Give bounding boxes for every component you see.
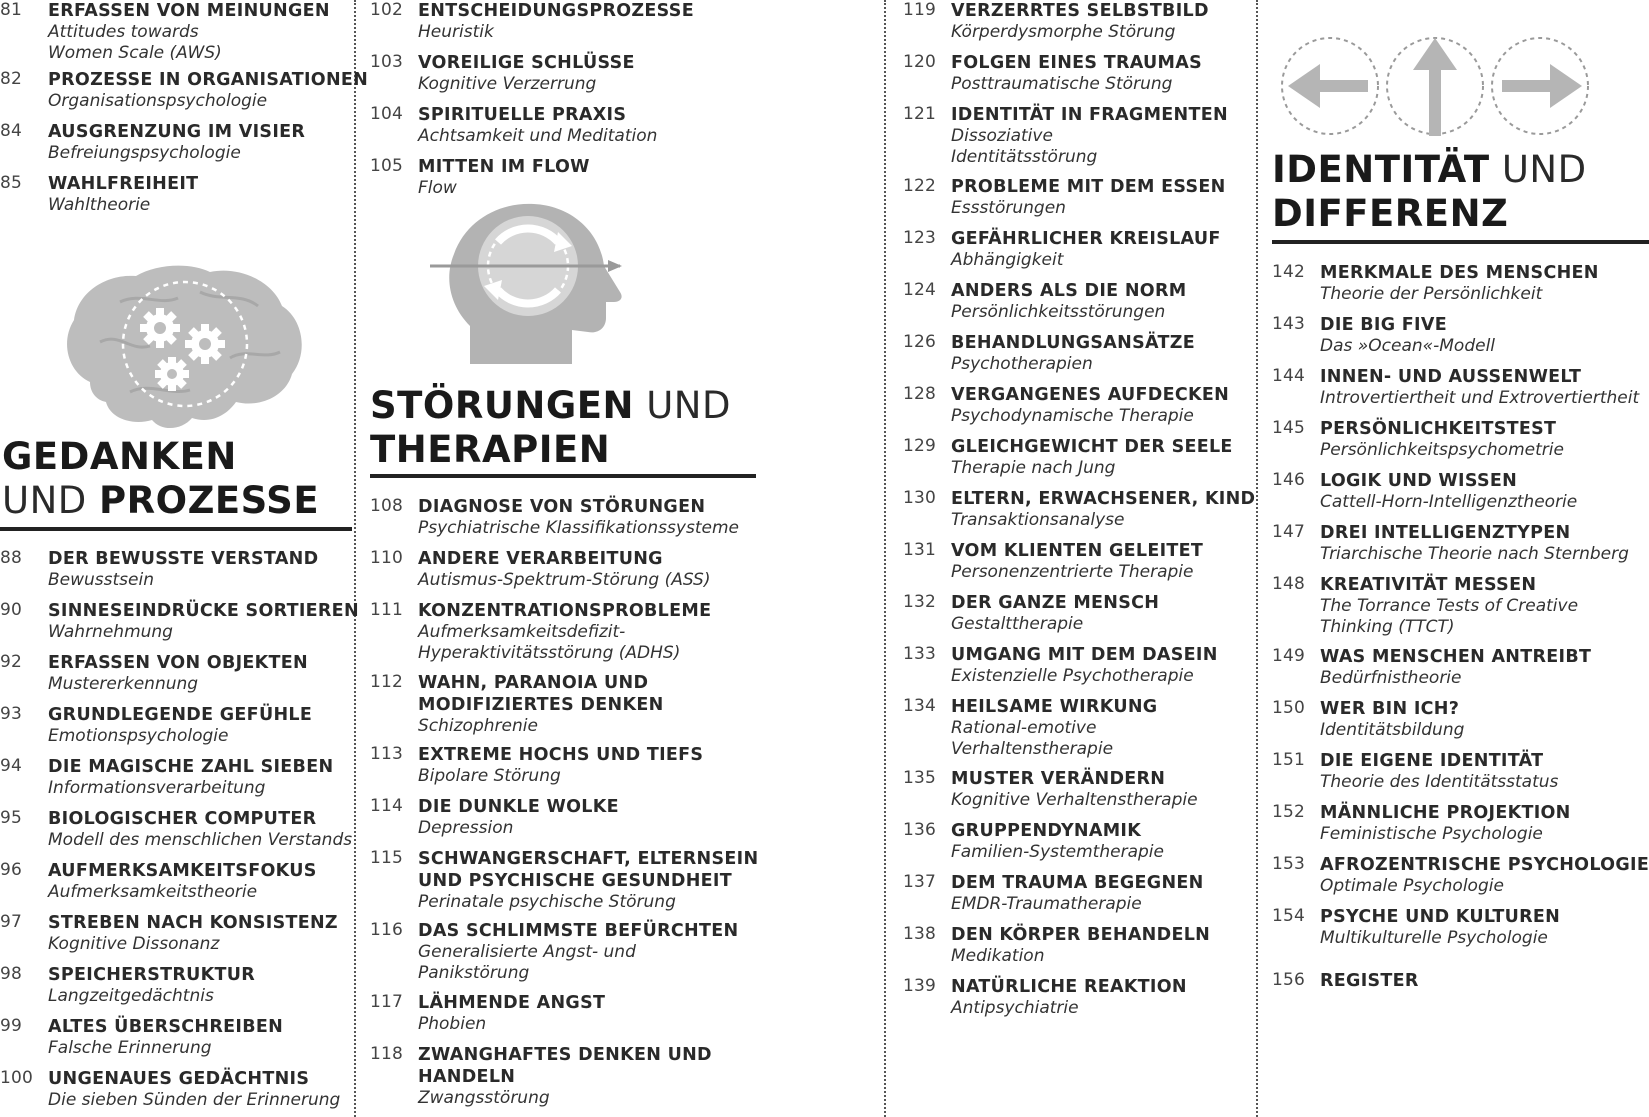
entry-title: DREI INTELLIGENZTYPEN: [1320, 523, 1571, 543]
page-number: 112: [370, 672, 404, 692]
page-number: 137: [903, 872, 937, 892]
entry-subtitle: Identitätsstörung: [951, 147, 1098, 167]
entry-subtitle: Aufmerksamkeitstheorie: [48, 882, 258, 902]
entry-subtitle: Langzeitgedächtnis: [48, 986, 214, 1006]
entry-title: AUSGRENZUNG IM VISIER: [48, 122, 306, 142]
entry-title: WAHN, PARANOIA UND: [418, 673, 649, 693]
entry-subtitle: Women Scale (AWS): [48, 43, 222, 63]
entry-subtitle: Attitudes towards: [48, 22, 199, 42]
entry-title: ERFASSEN VON MEINUNGEN: [48, 1, 330, 21]
entry-title: IDENTITÄT IN FRAGMENTEN: [951, 105, 1228, 125]
entry-subtitle: Optimale Psychologie: [1320, 876, 1504, 896]
entry-title: VERGANGENES AUFDECKEN: [951, 385, 1230, 405]
entry-title: GRUPPENDYNAMIK: [951, 821, 1142, 841]
page-number: 123: [903, 228, 937, 248]
entry-subtitle: Aufmerksamkeitsdefizit-: [418, 622, 626, 642]
page-number: 147: [1272, 522, 1306, 542]
entry-title: DIE DUNKLE WOLKE: [418, 797, 619, 817]
entry-subtitle: Wahltheorie: [48, 195, 151, 215]
entry-subtitle: Flow: [418, 178, 457, 198]
page-number: 108: [370, 496, 404, 516]
page-number: 145: [1272, 418, 1306, 438]
entry-subtitle: Psychodynamische Therapie: [951, 406, 1194, 426]
entry-title: PSYCHE UND KULTUREN: [1320, 907, 1561, 927]
entry-title: ELTERN, ERWACHSENER, KIND: [951, 489, 1256, 509]
section-heading-stoerungen: STÖRUNGEN UND THERAPIEN: [370, 384, 731, 471]
entry-title: ANDERE VERARBEITUNG: [418, 549, 663, 569]
entry-title: PERSÖNLICHKEITSTEST: [1320, 419, 1557, 439]
page-number: 129: [903, 436, 937, 456]
entry-title: ANDERS ALS DIE NORM: [951, 281, 1187, 301]
entry-title: ALTES ÜBERSCHREIBEN: [48, 1017, 284, 1037]
entry-subtitle: Mustererkennung: [48, 674, 199, 694]
entry-title: WER BIN ICH?: [1320, 699, 1460, 719]
entry-subtitle: EMDR-Traumatherapie: [951, 894, 1142, 914]
entry-subtitle: Psychiatrische Klassifikationssysteme: [418, 518, 739, 538]
entry-subtitle: Modell des menschlichen Verstands: [48, 830, 353, 850]
entry-title: REGISTER: [1320, 971, 1419, 991]
entry-title: UNGENAUES GEDÄCHTNIS: [48, 1069, 310, 1089]
entry-title: EXTREME HOCHS UND TIEFS: [418, 745, 704, 765]
page-number: 122: [903, 176, 937, 196]
entry-title: DER GANZE MENSCH: [951, 593, 1160, 613]
entry-subtitle: Autismus-Spektrum-Störung (ASS): [418, 570, 711, 590]
page-number: 149: [1272, 646, 1306, 666]
entry-subtitle: Rational-emotive: [951, 718, 1097, 738]
brain-gears-icon: [60, 262, 310, 434]
entry-subtitle: Achtsamkeit und Meditation: [418, 126, 658, 146]
entry-title: AFROZENTRISCHE PSYCHOLOGIE: [1320, 855, 1649, 875]
page-number: 111: [370, 600, 404, 620]
entry-title: DIE EIGENE IDENTITÄT: [1320, 751, 1544, 771]
page-number: 138: [903, 924, 937, 944]
entry-subtitle: Dissoziative: [951, 126, 1053, 146]
page-number: 148: [1272, 574, 1306, 594]
entry-title: WAHLFREIHEIT: [48, 174, 199, 194]
page-number: 131: [903, 540, 937, 560]
entry-subtitle: Persönlichkeitspsychometrie: [1320, 440, 1564, 460]
entry-subtitle: Informationsverarbeitung: [48, 778, 266, 798]
entry-title: DIAGNOSE VON STÖRUNGEN: [418, 497, 706, 517]
entry-title: DEM TRAUMA BEGEGNEN: [951, 873, 1204, 893]
entry-title: MUSTER VERÄNDERN: [951, 769, 1166, 789]
section-rule: [0, 527, 352, 531]
section-rule: [370, 474, 756, 478]
entry-subtitle: Die sieben Sünden der Erinnerung: [48, 1090, 341, 1110]
entry-subtitle: Familien-Systemtherapie: [951, 842, 1164, 862]
section-heading-gedanken: GEDANKEN UND PROZESSE: [2, 435, 320, 522]
page-number: 95: [0, 808, 23, 828]
page-number: 84: [0, 121, 23, 141]
entry-subtitle: Hyperaktivitätsstörung (ADHS): [418, 643, 681, 663]
entry-title-line2: MODIFIZIERTES DENKEN: [418, 695, 664, 715]
page-number: 134: [903, 696, 937, 716]
page-number: 133: [903, 644, 937, 664]
entry-subtitle: Essstörungen: [951, 198, 1066, 218]
entry-title: VOREILIGE SCHLÜSSE: [418, 53, 635, 73]
entry-subtitle: Antipsychiatrie: [951, 998, 1079, 1018]
entry-subtitle: Therapie nach Jung: [951, 458, 1116, 478]
entry-title: WAS MENSCHEN ANTREIBT: [1320, 647, 1592, 667]
page-number: 105: [370, 156, 404, 176]
entry-subtitle: Schizophrenie: [418, 716, 538, 736]
entry-title: UMGANG MIT DEM DASEIN: [951, 645, 1218, 665]
page-number: 114: [370, 796, 404, 816]
entry-subtitle: The Torrance Tests of Creative: [1320, 596, 1579, 616]
entry-title: GEFÄHRLICHER KREISLAUF: [951, 229, 1221, 249]
entry-title: DIE BIG FIVE: [1320, 315, 1447, 335]
page-number: 88: [0, 548, 23, 568]
entry-title: LÄHMENDE ANGST: [418, 993, 606, 1013]
page-number: 156: [1272, 970, 1306, 990]
page-number: 119: [903, 0, 937, 20]
entry-title: SPIRITUELLE PRAXIS: [418, 105, 627, 125]
entry-title: DER BEWUSSTE VERSTAND: [48, 549, 319, 569]
entry-subtitle: Medikation: [951, 946, 1045, 966]
entry-subtitle: Posttraumatische Störung: [951, 74, 1173, 94]
page-number: 118: [370, 1044, 404, 1064]
page-number: 142: [1272, 262, 1306, 282]
entry-title: VOM KLIENTEN GELEITET: [951, 541, 1204, 561]
entry-subtitle: Generalisierte Angst- und: [418, 942, 636, 962]
page-number: 97: [0, 912, 23, 932]
page-number: 151: [1272, 750, 1306, 770]
page-number: 154: [1272, 906, 1306, 926]
entry-subtitle: Falsche Erinnerung: [48, 1038, 212, 1058]
entry-subtitle: Perinatale psychische Störung: [418, 892, 676, 912]
entry-title: SINNESEINDRÜCKE SORTIEREN: [48, 601, 359, 621]
page-number: 103: [370, 52, 404, 72]
page-number: 150: [1272, 698, 1306, 718]
entry-subtitle: Verhaltenstherapie: [951, 739, 1114, 759]
entry-title: MÄNNLICHE PROJEKTION: [1320, 803, 1571, 823]
entry-subtitle: Transaktionsanalyse: [951, 510, 1125, 530]
page-number: 96: [0, 860, 23, 880]
page-number: 136: [903, 820, 937, 840]
page-number: 110: [370, 548, 404, 568]
page-number: 94: [0, 756, 23, 776]
entry-title: MITTEN IM FLOW: [418, 157, 590, 177]
entry-title: INNEN- UND AUSSENWELT: [1320, 367, 1582, 387]
entry-subtitle: Identitätsbildung: [1320, 720, 1465, 740]
entry-subtitle: Organisationspsychologie: [48, 91, 268, 111]
entry-subtitle: Feministische Psychologie: [1320, 824, 1543, 844]
page-number: 139: [903, 976, 937, 996]
entry-subtitle: Theorie der Persönlichkeit: [1320, 284, 1543, 304]
entry-subtitle: Thinking (TTCT): [1320, 617, 1455, 637]
section-rule: [1272, 240, 1649, 244]
entry-subtitle: Panikstörung: [418, 963, 530, 983]
entry-title: BIOLOGISCHER COMPUTER: [48, 809, 317, 829]
page-number: 132: [903, 592, 937, 612]
entry-subtitle: Theorie des Identitätsstatus: [1320, 772, 1559, 792]
page-number: 115: [370, 848, 404, 868]
entry-title: HEILSAME WIRKUNG: [951, 697, 1158, 717]
page-number: 144: [1272, 366, 1306, 386]
head-flow-icon: [430, 196, 630, 368]
entry-subtitle: Bipolare Störung: [418, 766, 561, 786]
column-separator: [1256, 0, 1258, 1117]
column-separator: [354, 0, 356, 1117]
entry-subtitle: Kognitive Dissonanz: [48, 934, 220, 954]
section-heading-identitaet: IDENTITÄT UND DIFFERENZ: [1272, 148, 1587, 235]
entry-title: KREATIVITÄT MESSEN: [1320, 575, 1537, 595]
entry-title: DEN KÖRPER BEHANDELN: [951, 925, 1211, 945]
entry-title: SPEICHERSTRUKTUR: [48, 965, 256, 985]
entry-subtitle: Kognitive Verhaltenstherapie: [951, 790, 1198, 810]
page-number: 146: [1272, 470, 1306, 490]
entry-title: PROBLEME MIT DEM ESSEN: [951, 177, 1226, 197]
entry-subtitle: Bedürfnistheorie: [1320, 668, 1462, 688]
entry-title: GLEICHGEWICHT DER SEELE: [951, 437, 1233, 457]
entry-title-line2: HANDELN: [418, 1067, 516, 1087]
entry-title: VERZERRTES SELBSTBILD: [951, 1, 1209, 21]
entry-title: LOGIK UND WISSEN: [1320, 471, 1518, 491]
entry-subtitle: Introvertiertheit und Extrovertiertheit: [1320, 388, 1640, 408]
entry-subtitle: Emotionspsychologie: [48, 726, 229, 746]
page-number: 85: [0, 173, 23, 193]
entry-title: ERFASSEN VON OBJEKTEN: [48, 653, 308, 673]
entry-subtitle: Heuristik: [418, 22, 494, 42]
entry-title: KONZENTRATIONSPROBLEME: [418, 601, 712, 621]
entry-title: SCHWANGERSCHAFT, ELTERNSEIN: [418, 849, 759, 869]
page-number: 93: [0, 704, 23, 724]
entry-title: DIE MAGISCHE ZAHL SIEBEN: [48, 757, 334, 777]
page-number: 128: [903, 384, 937, 404]
page-number: 130: [903, 488, 937, 508]
entry-title: GRUNDLEGENDE GEFÜHLE: [48, 705, 313, 725]
page-number: 135: [903, 768, 937, 788]
entry-title: AUFMERKSAMKEITSFOKUS: [48, 861, 317, 881]
page-number: 104: [370, 104, 404, 124]
page-number: 124: [903, 280, 937, 300]
page-number: 113: [370, 744, 404, 764]
page-number: 100: [0, 1068, 34, 1088]
page-number: 102: [370, 0, 404, 20]
page-number: 153: [1272, 854, 1306, 874]
entry-subtitle: Zwangsstörung: [418, 1088, 550, 1108]
entry-subtitle: Existenzielle Psychotherapie: [951, 666, 1194, 686]
entry-subtitle: Phobien: [418, 1014, 487, 1034]
entry-title: DAS SCHLIMMSTE BEFÜRCHTEN: [418, 921, 739, 941]
page-number: 117: [370, 992, 404, 1012]
page-number: 152: [1272, 802, 1306, 822]
entry-subtitle: Persönlichkeitsstörungen: [951, 302, 1166, 322]
page-number: 82: [0, 69, 23, 89]
page-number: 81: [0, 0, 23, 20]
entry-title: BEHANDLUNGSANSÄTZE: [951, 333, 1195, 353]
page-number: 120: [903, 52, 937, 72]
entry-title-line2: UND PSYCHISCHE GESUNDHEIT: [418, 871, 732, 891]
page-number: 126: [903, 332, 937, 352]
entry-subtitle: Personenzentrierte Therapie: [951, 562, 1194, 582]
entry-subtitle: Befreiungspsychologie: [48, 143, 241, 163]
entry-subtitle: Psychotherapien: [951, 354, 1093, 374]
page-number: 90: [0, 600, 23, 620]
entry-subtitle: Bewusstsein: [48, 570, 154, 590]
entry-subtitle: Körperdysmorphe Störung: [951, 22, 1176, 42]
page-number: 143: [1272, 314, 1306, 334]
entry-title: PROZESSE IN ORGANISATIONEN: [48, 70, 369, 90]
entry-subtitle: Triarchische Theorie nach Sternberg: [1320, 544, 1629, 564]
entry-subtitle: Multikulturelle Psychologie: [1320, 928, 1548, 948]
page-number: 98: [0, 964, 23, 984]
entry-subtitle: Wahrnehmung: [48, 622, 173, 642]
entry-title: ENTSCHEIDUNGSPROZESSE: [418, 1, 694, 21]
entry-title: ZWANGHAFTES DENKEN UND: [418, 1045, 712, 1065]
entry-subtitle: Kognitive Verzerrung: [418, 74, 597, 94]
column-separator: [884, 0, 886, 1117]
page-number: 92: [0, 652, 23, 672]
entry-subtitle: Abhängigkeit: [951, 250, 1064, 270]
entry-subtitle: Gestalttherapie: [951, 614, 1084, 634]
entry-subtitle: Cattell-Horn-Intelligenztheorie: [1320, 492, 1578, 512]
entry-subtitle: Das »Ocean«-Modell: [1320, 336, 1496, 356]
entry-title: NATÜRLICHE REAKTION: [951, 977, 1187, 997]
page-number: 99: [0, 1016, 23, 1036]
entry-title: STREBEN NACH KONSISTENZ: [48, 913, 338, 933]
arrows-directions-icon: [1280, 36, 1590, 136]
page-number: 116: [370, 920, 404, 940]
entry-subtitle: Depression: [418, 818, 514, 838]
page-number: 121: [903, 104, 937, 124]
entry-title: FOLGEN EINES TRAUMAS: [951, 53, 1202, 73]
entry-title: MERKMALE DES MENSCHEN: [1320, 263, 1599, 283]
